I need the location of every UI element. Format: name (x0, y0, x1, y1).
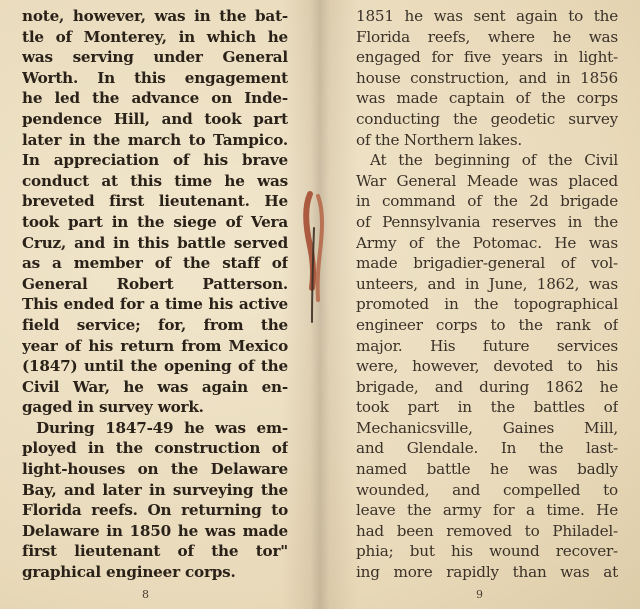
text-line: In appreciation of his brave (22, 151, 288, 170)
text-line: graphical engineer corps. (22, 563, 236, 582)
text-line: General Robert Patterson. (22, 274, 288, 293)
text-line: Florida reefs, where he was (356, 27, 618, 46)
text-line: took part in the battles of (356, 398, 618, 417)
right-page (356, 6, 618, 586)
text-line: Cruz, and in this battle served (22, 233, 288, 252)
text-line: tle of Monterey, in which he (22, 27, 288, 46)
left-page (22, 6, 288, 586)
text-line: as a member of the staff of (22, 254, 288, 273)
text-line: Army of the Potomac. He was (356, 233, 618, 252)
text-line: major. His future services (356, 336, 618, 355)
text-line: he led the advance on Inde- (22, 89, 288, 108)
text-line: This ended for a time his active (22, 295, 288, 314)
text-line: took part in the siege of Vera (22, 212, 288, 231)
text-line: conduct at this time he was (22, 171, 288, 190)
text-line: phia; but his wound recover- (356, 542, 618, 561)
page-number-right: 9 (476, 588, 483, 601)
text-line: and Glendale. In the last- (356, 439, 618, 458)
text-line: had been removed to Philadel- (356, 521, 618, 540)
text-line: were, however, devoted to his (356, 357, 618, 376)
text-line: During 1847-49 he was em- (36, 418, 288, 437)
text-line: At the beginning of the Civil (370, 151, 618, 170)
text-line: promoted in the topographical (356, 295, 618, 314)
text-line: ing more rapidly than was at (356, 563, 618, 582)
binding-thread-icon (300, 188, 330, 328)
text-line: Civil War, he was again en- (22, 377, 288, 396)
text-line: named battle he was badly (356, 460, 618, 479)
text-line: in command of the 2d brigade (356, 192, 618, 211)
text-line: Worth. In this engagement (22, 68, 288, 87)
text-line: conducting the geodetic survey (356, 109, 618, 128)
text-line: note, however, was in the bat- (22, 7, 288, 25)
text-line: engineer corps to the rank of (356, 315, 618, 334)
text-line: wounded, and compelled to (356, 480, 618, 499)
text-line: ployed in the construction of (22, 439, 288, 458)
text-line: field service; for, from the (22, 315, 288, 334)
text-line: first lieutenant of the tor" (22, 542, 288, 561)
text-line: house construction, and in 1856 (356, 68, 618, 87)
text-line: of Pennsylvania reserves in the (356, 212, 618, 231)
text-line: gaged in survey work. (22, 398, 204, 417)
text-line: Delaware in 1850 he was made (22, 521, 288, 540)
text-line: (1847) until the opening of the (22, 357, 288, 376)
text-line: unteers, and in June, 1862, was (356, 274, 618, 293)
text-line: brigade, and during 1862 he (356, 377, 618, 396)
text-line: pendence Hill, and took part (22, 109, 288, 128)
text-line: year of his return from Mexico (22, 336, 288, 355)
text-line: later in the march to Tampico. (22, 130, 288, 149)
text-line: Bay, and later in surveying the (22, 480, 288, 499)
text-line: of the Northern lakes. (356, 130, 523, 149)
page-number-left: 8 (142, 588, 149, 601)
text-line: was serving under General (22, 48, 288, 67)
text-line: Florida reefs. On returning to (22, 501, 288, 520)
text-line: leave the army for a time. He (356, 501, 618, 520)
text-line: War General Meade was placed (356, 171, 618, 190)
text-line: engaged for five years in light- (356, 48, 618, 67)
text-line: 1851 he was sent again to the (356, 7, 618, 25)
text-line: breveted first lieutenant. He (22, 192, 288, 211)
text-line: light-houses on the Delaware (22, 460, 288, 479)
text-line: made brigadier-general of vol- (356, 254, 618, 273)
text-line: was made captain of the corps (356, 89, 618, 108)
text-line: Mechanicsville, Gaines Mill, (356, 418, 618, 437)
